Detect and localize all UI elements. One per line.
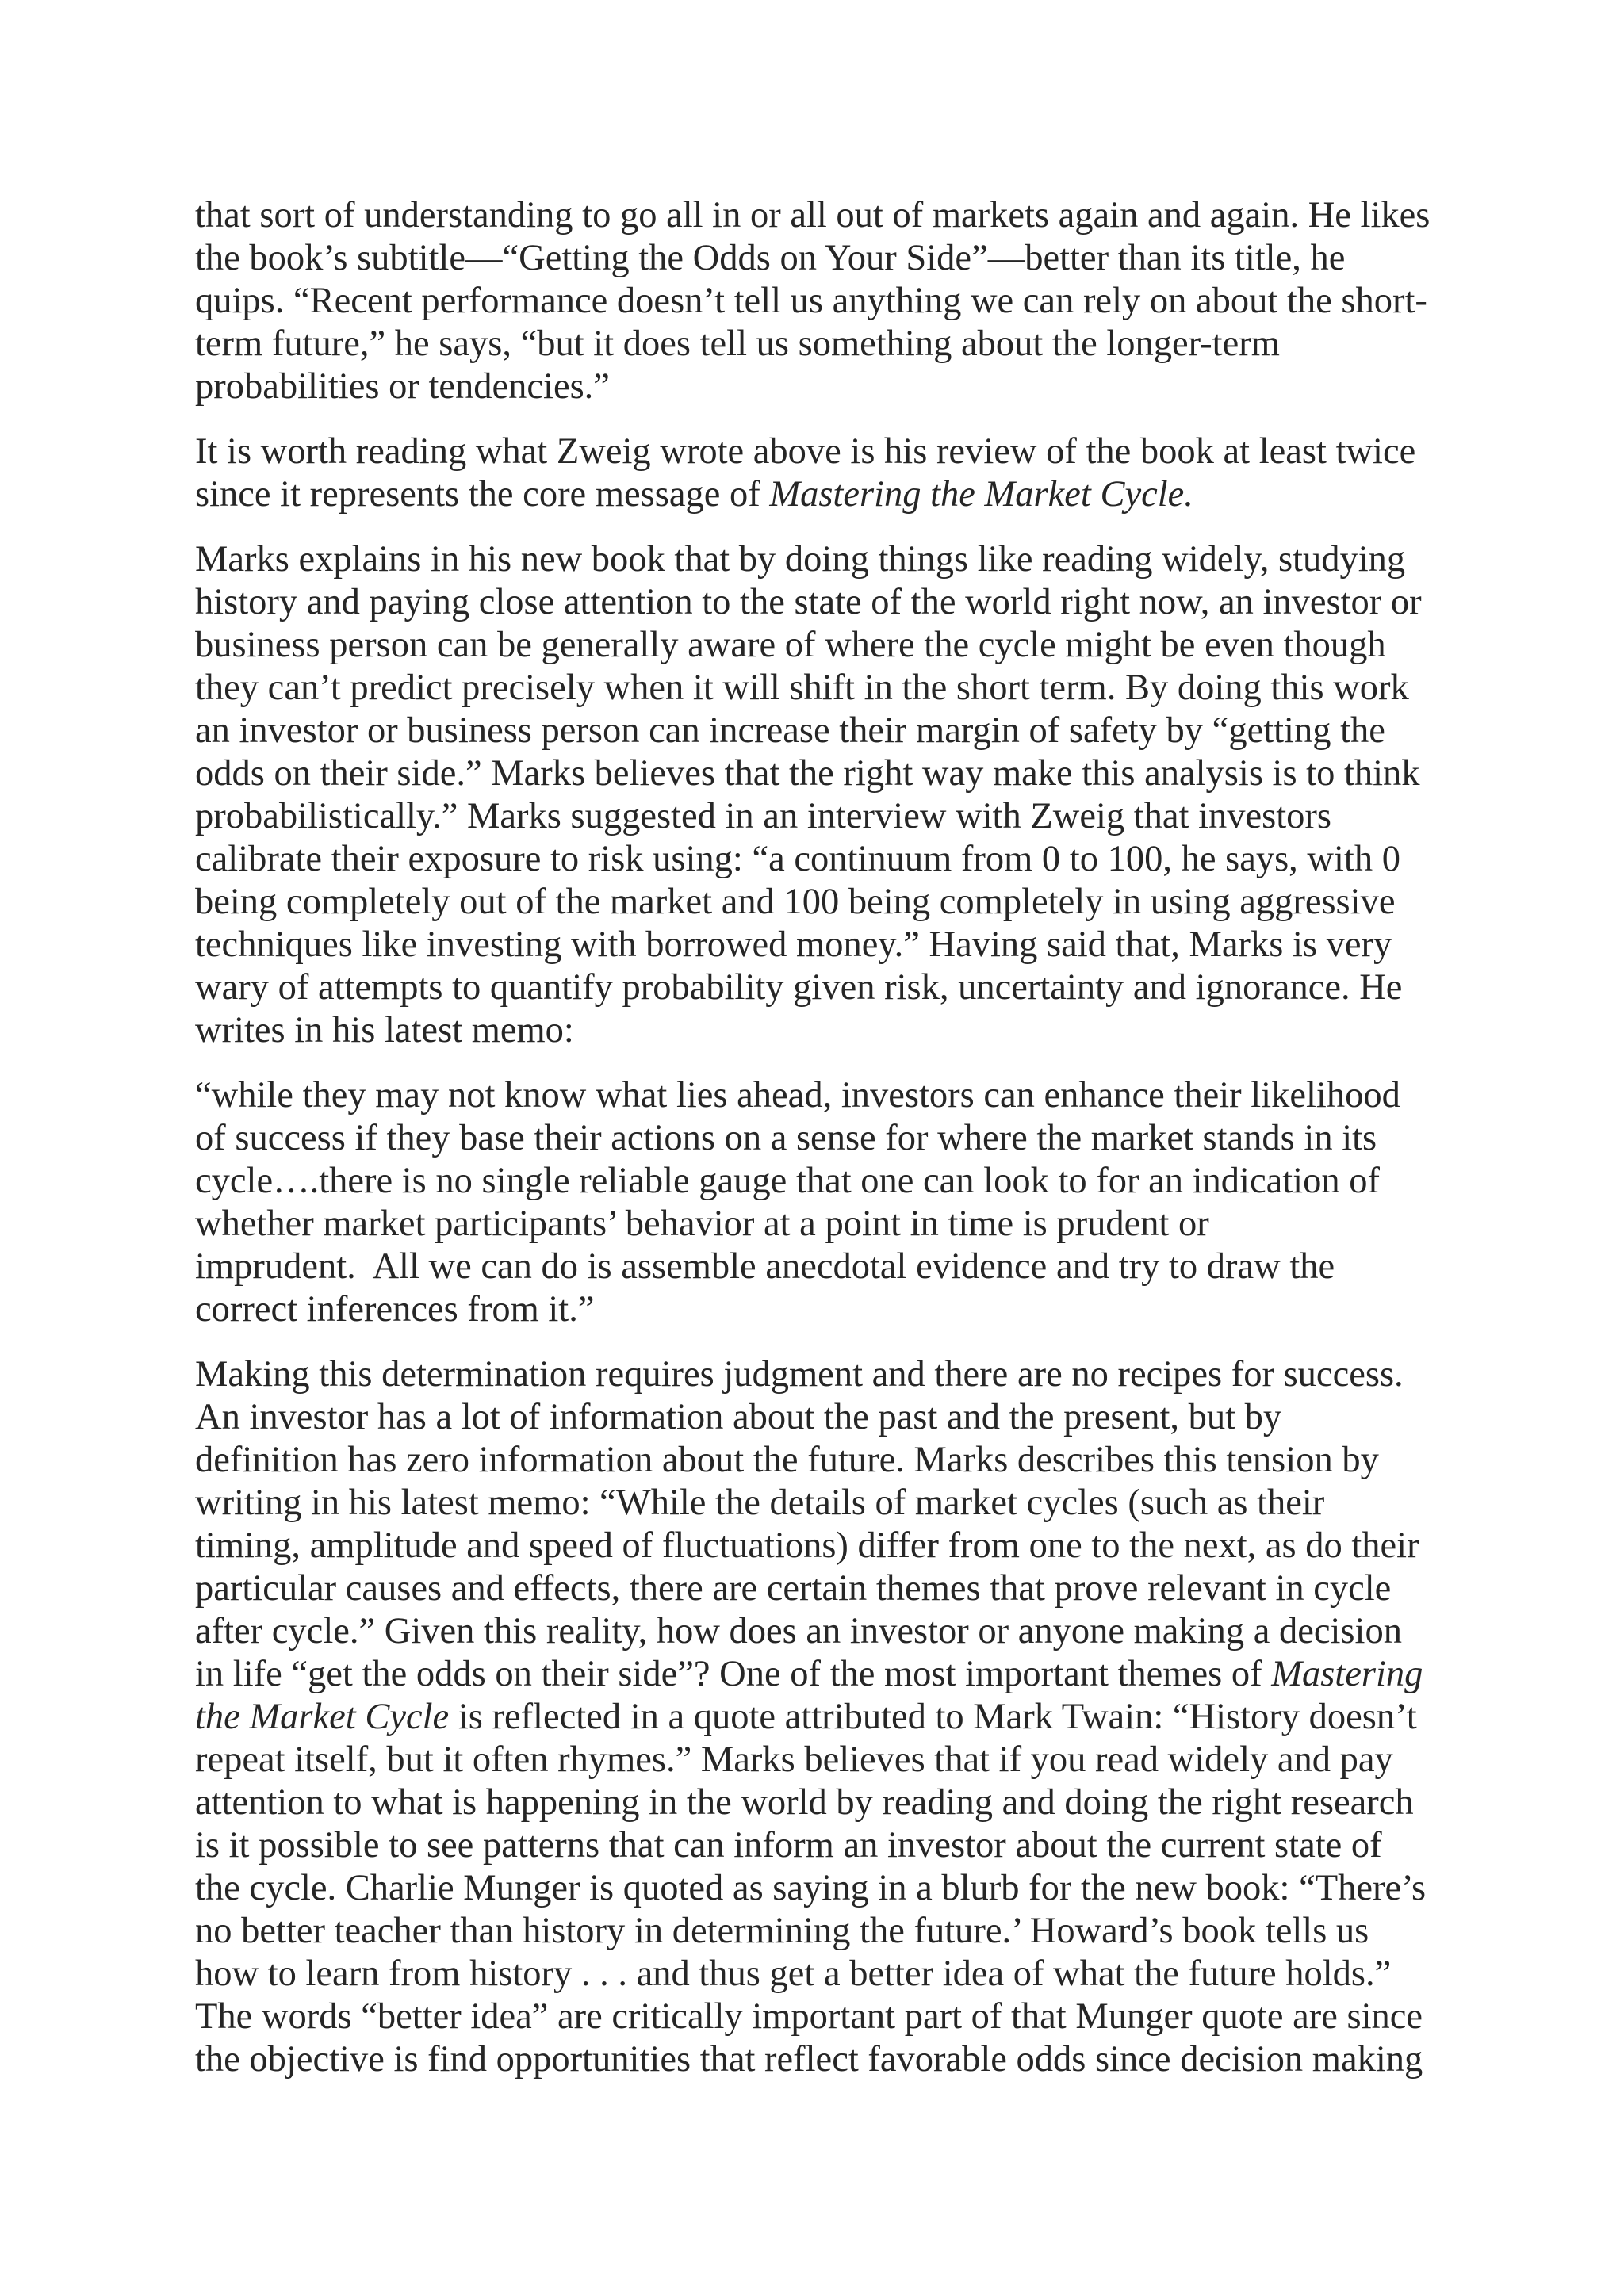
text-run: is reflected in a quote attributed to Mark Twain: “History doesn’t <box>449 1697 1417 1737</box>
text-run: The words “better idea” are critically important part of that Munger quote are since <box>195 1996 1423 2037</box>
text-line <box>195 752 1448 795</box>
text-line <box>195 838 1448 881</box>
italic-title: Mastering <box>1271 1654 1423 1694</box>
text-run: no better teacher than history in determining the future.’ Howard’s book tells us <box>195 1911 1369 1951</box>
text-line <box>195 1439 1448 1482</box>
text-run: probabilities or tendencies.” <box>195 366 610 407</box>
text-run: the cycle. Charlie Munger is quoted as saying in a blurb for the new book: “There’s <box>195 1868 1427 1908</box>
text-run: probabilistically.” Marks suggested in an interview with Zweig that investors <box>195 796 1332 836</box>
text-run: how to learn from history . . . and thus get a better idea of what the future holds.” <box>195 1954 1392 1994</box>
text-run: being completely out of the market and 100 being completely in using aggressive <box>195 882 1396 922</box>
text-line <box>195 966 1448 1009</box>
text-run: timing, amplitude and speed of fluctuations) differ from one to the next, as do their <box>195 1525 1419 1566</box>
text-run: quips. “Recent performance doesn’t tell us anything we can rely on about the short- <box>195 281 1427 321</box>
text-line <box>195 624 1448 667</box>
text-line <box>195 280 1448 323</box>
text-run: “while they may not know what lies ahead, investors can enhance their likelihood <box>195 1075 1400 1115</box>
paragraph <box>195 538 1448 1052</box>
text-line <box>195 581 1448 624</box>
text-run: Marks explains in his new book that by doing things like reading widely, studying <box>195 539 1406 580</box>
text-run: of success if they base their actions on a sense for where the market stands in its <box>195 1118 1377 1158</box>
text-line <box>195 1996 1448 2038</box>
text-run: writing in his latest memo: “While the details of market cycles (such as their <box>195 1483 1325 1523</box>
text-line <box>195 1567 1448 1610</box>
text-line <box>195 1739 1448 1781</box>
text-line <box>195 1160 1448 1203</box>
text-run: writes in his latest memo: <box>195 1010 574 1050</box>
text-run: business person can be generally aware of where the cycle might be even though <box>195 625 1386 665</box>
text-line <box>195 1074 1448 1117</box>
text-run: definition has zero information about the future. Marks describes this tension by <box>195 1440 1379 1480</box>
italic-title: Mastering the Market Cycle. <box>769 474 1193 515</box>
text-line <box>195 1525 1448 1567</box>
text-line <box>195 1910 1448 1953</box>
text-run: It is worth reading what Zweig wrote above is his review of the book at least twice <box>195 431 1416 472</box>
text-run: An investor has a lot of information about the past and the present, but by <box>195 1397 1282 1437</box>
text-run: odds on their side.” Marks believes that the right way make this analysis is to think <box>195 753 1420 794</box>
text-run: correct inferences from it.” <box>195 1289 595 1330</box>
text-line <box>195 1246 1448 1288</box>
text-run: calibrate their exposure to risk using: “a continuum from 0 to 100, he says, with 0 <box>195 839 1400 879</box>
text-run: particular causes and effects, there are certain themes that prove relevant in cycle <box>195 1568 1392 1609</box>
text-line <box>195 1953 1448 1996</box>
text-line <box>195 1867 1448 1910</box>
text-line <box>195 194 1448 237</box>
italic-title: the Market Cycle <box>195 1697 450 1737</box>
text-line <box>195 2038 1448 2081</box>
text-run: an investor or business person can increase their margin of safety by “getting the <box>195 710 1385 751</box>
text-line <box>195 1353 1448 1396</box>
text-line <box>195 1482 1448 1525</box>
paragraph <box>195 1353 1448 2081</box>
text-line <box>195 795 1448 838</box>
text-line <box>195 1781 1448 1824</box>
text-run: that sort of understanding to go all in or all out of markets again and again. He likes <box>195 195 1431 235</box>
text-line <box>195 1117 1448 1160</box>
text-line <box>195 430 1448 473</box>
text-run: they can’t predict precisely when it will shift in the short term. By doing this work <box>195 668 1409 708</box>
text-line <box>195 1610 1448 1653</box>
text-line <box>195 710 1448 752</box>
text-run: in life “get the odds on their side”? One of the most important themes of <box>195 1654 1272 1694</box>
paragraph <box>195 1074 1448 1331</box>
text-line <box>195 924 1448 966</box>
text-run: imprudent. All we can do is assemble anecdotal evidence and try to draw the <box>195 1246 1335 1287</box>
text-run: since it represents the core message of <box>195 474 770 515</box>
text-run: Making this determination requires judgment and there are no recipes for success. <box>195 1354 1404 1395</box>
text-line <box>195 1203 1448 1246</box>
text-run: term future,” he says, “but it does tell us something about the longer-term <box>195 323 1280 364</box>
text-run: the objective is find opportunities that reflect favorable odds since decision making <box>195 2039 1423 2080</box>
text-line <box>195 1696 1448 1739</box>
text-line <box>195 323 1448 365</box>
text-line <box>195 1288 1448 1331</box>
text-line <box>195 365 1448 408</box>
body-text <box>195 194 1448 2103</box>
text-run: attention to what is happening in the world by reading and doing the right research <box>195 1782 1414 1823</box>
text-line <box>195 237 1448 280</box>
paragraph <box>195 430 1448 516</box>
text-line <box>195 667 1448 710</box>
text-line <box>195 473 1448 516</box>
text-run: is it possible to see patterns that can inform an investor about the current state of <box>195 1825 1382 1866</box>
text-line <box>195 1824 1448 1867</box>
text-line <box>195 1653 1448 1696</box>
text-run: history and paying close attention to the state of the world right now, an investor or <box>195 582 1422 622</box>
text-run: after cycle.” Given this reality, how does an investor or anyone making a decision <box>195 1611 1402 1651</box>
text-line <box>195 881 1448 924</box>
text-run: techniques like investing with borrowed money.” Having said that, Marks is very <box>195 924 1392 965</box>
paragraph <box>195 194 1448 408</box>
text-line <box>195 1396 1448 1439</box>
text-run: repeat itself, but it often rhymes.” Marks believes that if you read widely and pay <box>195 1739 1393 1780</box>
text-run: the book’s subtitle—“Getting the Odds on Your Side”—better than its title, he <box>195 238 1346 278</box>
text-run: cycle….there is no single reliable gauge that one can look to for an indication of <box>195 1161 1380 1201</box>
text-line <box>195 1009 1448 1052</box>
text-run: wary of attempts to quantify probability given risk, uncertainty and ignorance. He <box>195 967 1403 1008</box>
text-run: whether market participants’ behavior at a point in time is prudent or <box>195 1203 1209 1244</box>
text-line <box>195 538 1448 581</box>
